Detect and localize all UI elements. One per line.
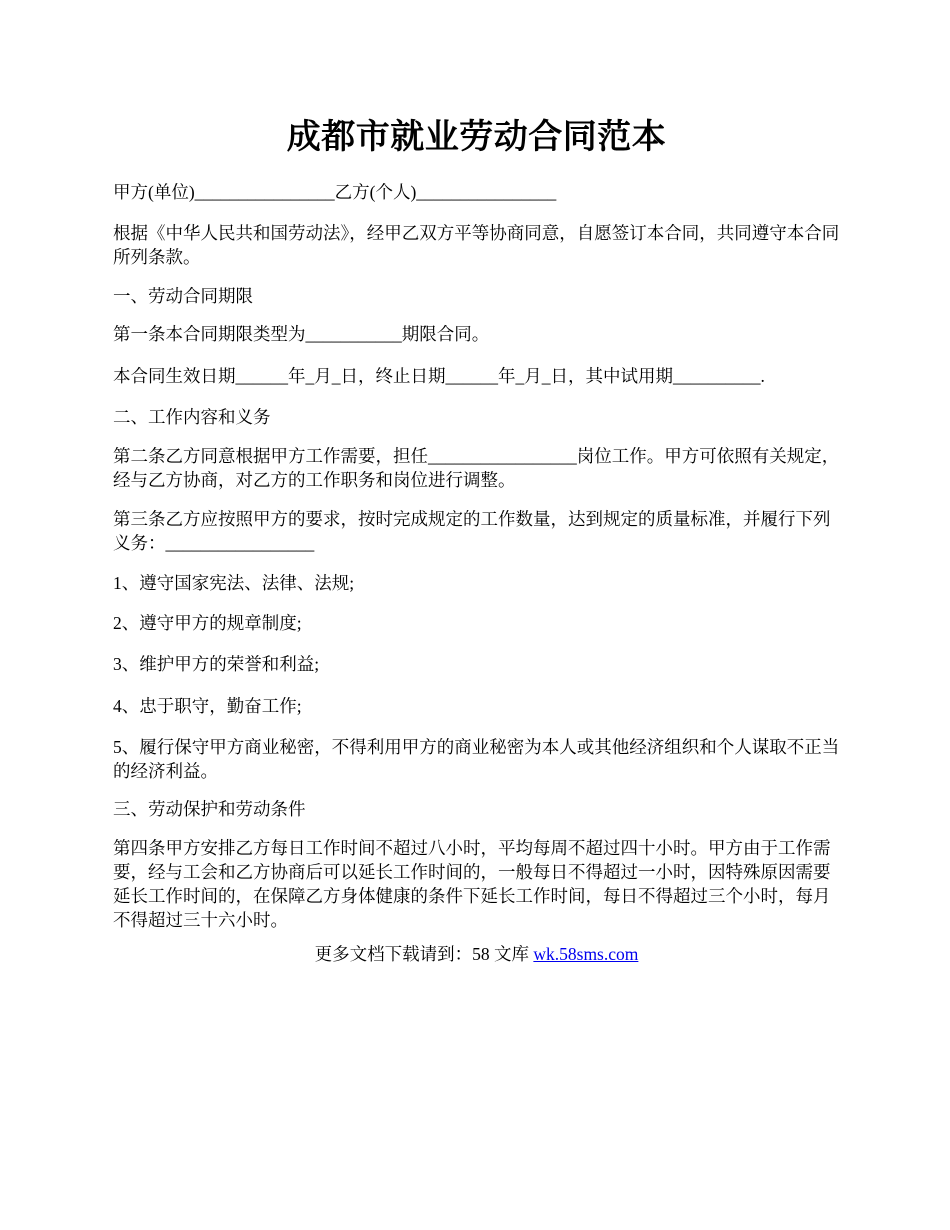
article-3: 第三条乙方应按照甲方的要求，按时完成规定的工作数量，达到规定的质量标准，并履行下列义务：_________________ <box>113 509 831 553</box>
footer-note <box>113 942 840 966</box>
footer-link[interactable]: wk.58sms.com <box>533 944 639 964</box>
article-2: 第二条乙方同意根据甲方工作需要，担任_________________岗位工作。甲方可依照有关规定，经与乙方协商，对乙方的工作职务和岗位进行调整。 <box>113 446 840 490</box>
party-line: 甲方(单位)________________乙方(个人)________________ <box>113 182 557 202</box>
duty-item-4: 4、忠于职守，勤奋工作; <box>113 696 302 716</box>
footer-prefix: 更多文档下载请到：58 文库 <box>314 944 534 964</box>
section-heading-2: 二、工作内容和义务 <box>113 407 271 427</box>
contract-dates: 本合同生效日期______年_月_日，终止日期______年_月_日，其中试用期__________. <box>113 366 765 386</box>
article-4: 第四条甲方安排乙方每日工作时间不超过八小时，平均每周不超过四十小时。甲方由于工作需要，经与工会和乙方协商后可以延长工作时间的，一般每日不得超过一小时，因特殊原因需要延长工作时间的，在保障乙方身体健康的条件下延长工作时间，每日不得超过三个小时，每月不得超过三十六小时。 <box>113 838 831 930</box>
document-title: 成都市就业劳动合同范本 <box>286 119 667 156</box>
preamble-paragraph: 根据《中华人民共和国劳动法》，经甲乙双方平等协商同意，自愿签订本合同，共同遵守本合同所列条款。 <box>113 223 840 267</box>
duty-item-5: 5、履行保守甲方商业秘密，不得利用甲方的商业秘密为本人或其他经济组织和个人谋取不正当的经济利益。 <box>113 737 840 781</box>
article-1: 第一条本合同期限类型为___________期限合同。 <box>113 324 490 344</box>
duty-item-2: 2、遵守甲方的规章制度; <box>113 613 302 633</box>
section-heading-1: 一、劳动合同期限 <box>113 286 253 306</box>
duty-item-3: 3、维护甲方的荣誉和利益; <box>113 654 320 674</box>
duty-item-1: 1、遵守国家宪法、法律、法规; <box>113 573 355 593</box>
section-heading-3: 三、劳动保护和劳动条件 <box>113 799 306 819</box>
